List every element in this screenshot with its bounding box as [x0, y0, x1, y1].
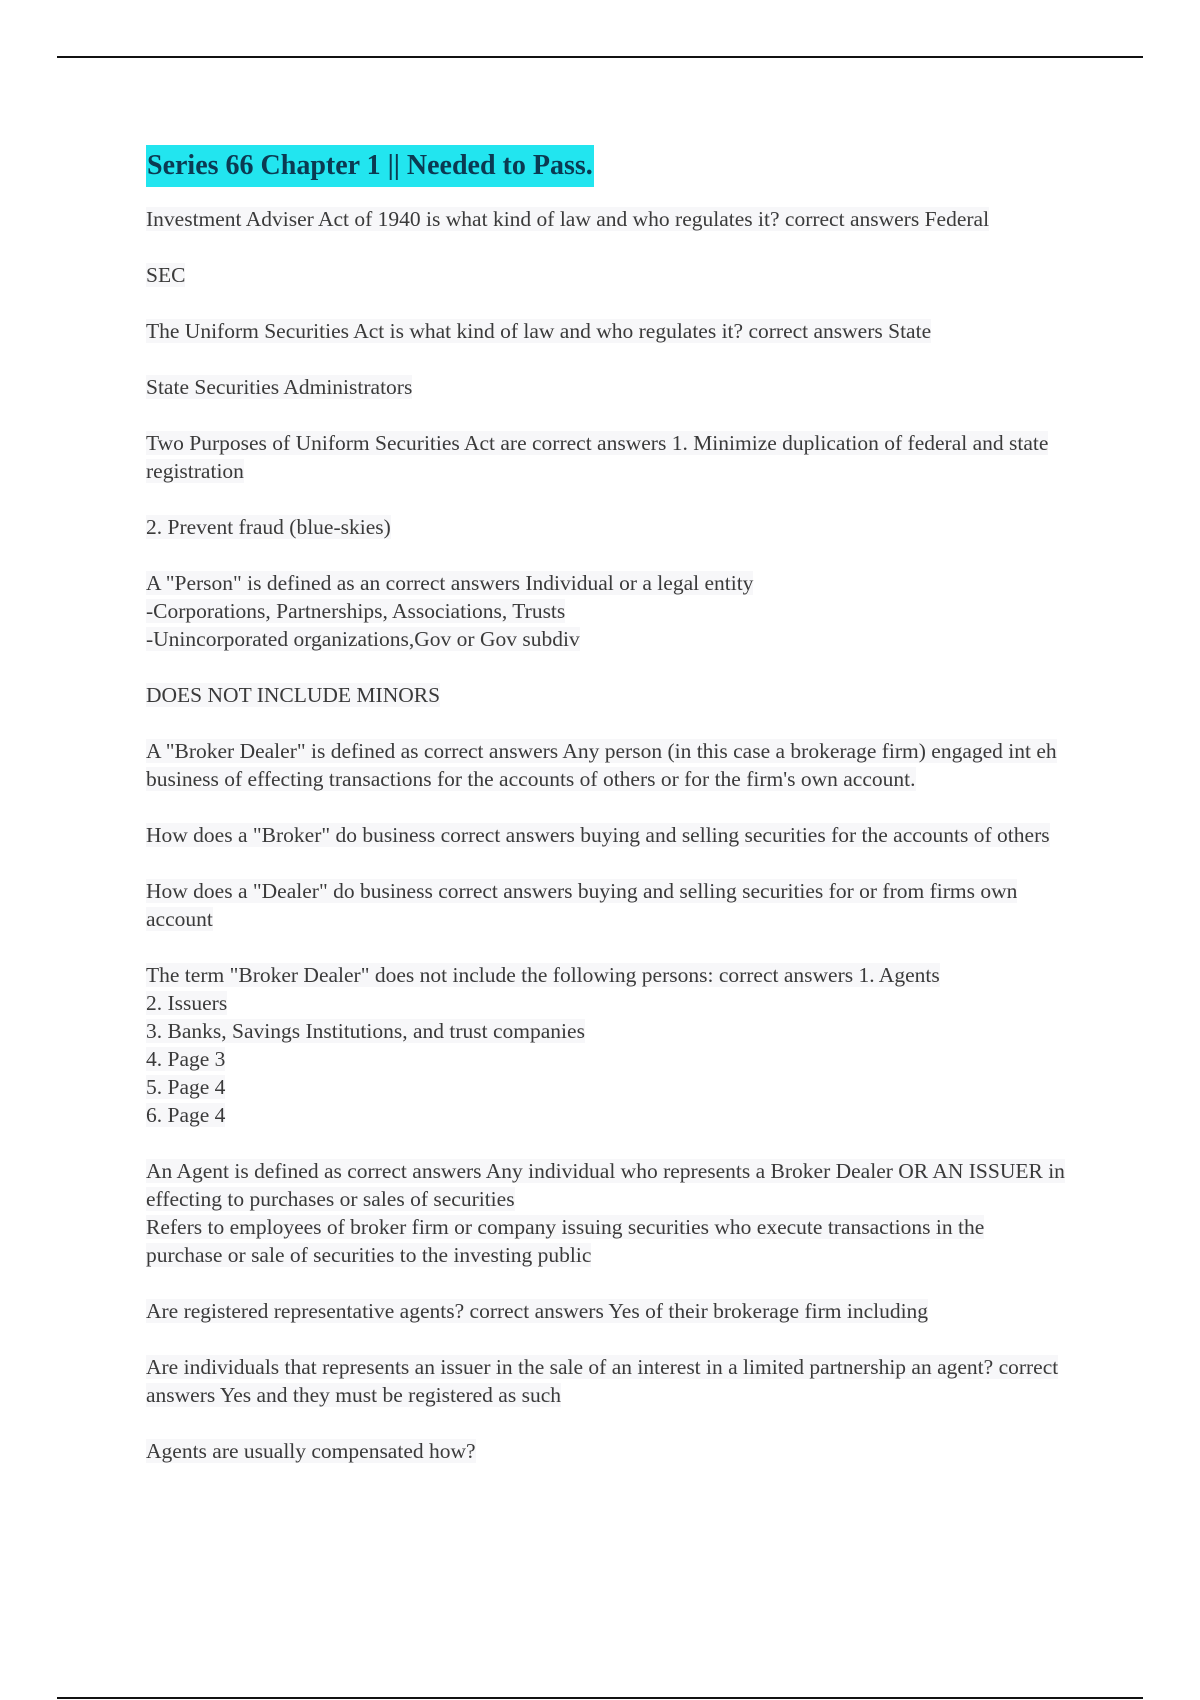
- paragraph-text: The term "Broker Dealer" does not include the following persons: correct answers 1. Agents 2. Issuers 3. Banks, Savings Institutions, and trust companies 4. Page 3 5. Page 4 6. Page 4: [146, 963, 940, 1127]
- paragraph: [146, 877, 1066, 933]
- paragraph: [146, 569, 1066, 653]
- paragraph-text: 2. Prevent fraud (blue-skies): [146, 515, 391, 539]
- paragraph: [146, 261, 1066, 289]
- paragraph: [146, 373, 1066, 401]
- top-rule: [57, 56, 1143, 58]
- paragraph-text: State Securities Administrators: [146, 375, 413, 399]
- bottom-rule: [57, 1697, 1143, 1699]
- paragraph: [146, 513, 1066, 541]
- paragraph-text: Investment Adviser Act of 1940 is what kind of law and who regulates it? correct answers Federal: [146, 207, 990, 231]
- paragraph: [146, 961, 1066, 1129]
- paragraph-text: How does a "Broker" do business correct answers buying and selling securities for the accounts of others: [146, 823, 1050, 847]
- paragraph-text: Are individuals that represents an issuer in the sale of an interest in a limited partnership an agent? correct answers Yes and they must be registered as such: [146, 1355, 1059, 1407]
- paragraph-text: A "Broker Dealer" is defined as correct answers Any person (in this case a brokerage firm) engaged int eh business of effecting transactions for the accounts of others or for the firm's own account.: [146, 739, 1057, 791]
- paragraph-text: The Uniform Securities Act is what kind of law and who regulates it? correct answers State: [146, 319, 932, 343]
- paragraph: [146, 1157, 1066, 1269]
- document-title: Series 66 Chapter 1 || Needed to Pass.: [146, 145, 594, 187]
- paragraph: [146, 429, 1066, 485]
- paragraph: [146, 737, 1066, 793]
- paragraph: [146, 1353, 1066, 1409]
- paragraph: [146, 317, 1066, 345]
- paragraph: [146, 205, 1066, 233]
- paragraph-text: Are registered representative agents? correct answers Yes of their brokerage firm including: [146, 1299, 929, 1323]
- paragraph-text: How does a "Dealer" do business correct answers buying and selling securities for or from firms own account: [146, 879, 1018, 931]
- paragraph-text: A "Person" is defined as an correct answers Individual or a legal entity -Corporations, Partnerships, Associations, Trusts -Unincorporated organizations,Gov or Gov subdiv: [146, 571, 754, 651]
- paragraph: [146, 821, 1066, 849]
- paragraph: [146, 1297, 1066, 1325]
- paragraph: [146, 1437, 1066, 1465]
- paragraph: [146, 681, 1066, 709]
- paragraph-text: An Agent is defined as correct answers Any individual who represents a Broker Dealer OR AN ISSUER in effecting to purchases or sales of securities Refers to employees of broker firm or company issuing securities who execute transactions in the purchase or sale of securities to the investing public: [146, 1159, 1065, 1267]
- paragraph-text: DOES NOT INCLUDE MINORS: [146, 683, 441, 707]
- document-body: [146, 145, 1066, 1493]
- paragraph-text: SEC: [146, 263, 186, 287]
- paragraph-text: Agents are usually compensated how?: [146, 1439, 476, 1463]
- paragraph-text: Two Purposes of Uniform Securities Act are correct answers 1. Minimize duplication of federal and state registration: [146, 431, 1049, 483]
